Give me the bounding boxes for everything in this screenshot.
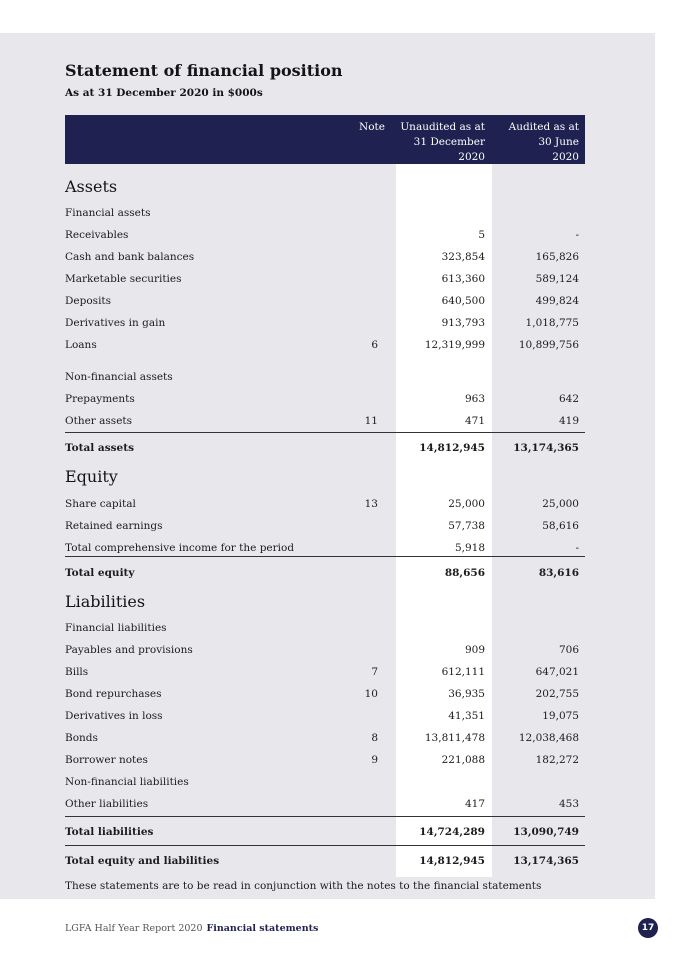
column-header-note: Note bbox=[359, 121, 385, 133]
row-value-unaudited: 5 bbox=[478, 229, 485, 241]
row-label: Financial liabilities bbox=[65, 622, 167, 634]
row-value-unaudited: 36,935 bbox=[448, 688, 485, 700]
row-value-unaudited: 14,724,289 bbox=[419, 826, 485, 838]
row-label: Other assets bbox=[65, 415, 133, 427]
row-value-unaudited: 612,111 bbox=[441, 666, 485, 678]
row-label: Retained earnings bbox=[65, 520, 163, 532]
table-row bbox=[65, 853, 585, 869]
table-row bbox=[65, 205, 585, 221]
row-value-unaudited: 25,000 bbox=[448, 498, 485, 510]
row-value-audited: 83,616 bbox=[538, 567, 579, 579]
total-rule bbox=[65, 845, 585, 846]
row-note: 10 bbox=[364, 688, 378, 700]
row-value-audited: 499,824 bbox=[535, 295, 579, 307]
row-label: Non-financial liabilities bbox=[65, 776, 189, 788]
page-subtitle: As at 31 December 2020 in $000s bbox=[65, 87, 263, 99]
table-row bbox=[65, 293, 585, 309]
footer-section-name: Financial statements bbox=[206, 923, 319, 934]
table-row bbox=[65, 796, 585, 812]
row-label: Share capital bbox=[65, 498, 136, 510]
table-row bbox=[65, 337, 585, 353]
row-value-audited: - bbox=[575, 229, 579, 241]
row-label: Total equity bbox=[65, 567, 135, 579]
row-value-audited: 419 bbox=[558, 415, 579, 427]
row-value-unaudited: 14,812,945 bbox=[419, 855, 485, 867]
table-row bbox=[65, 518, 585, 534]
section-heading-assets: Assets bbox=[65, 177, 118, 196]
row-label: Deposits bbox=[65, 295, 112, 307]
row-label: Total comprehensive income for the period bbox=[65, 542, 295, 554]
section-heading-liabilities: Liabilities bbox=[65, 592, 146, 611]
row-value-unaudited: 323,854 bbox=[441, 251, 485, 263]
page-number-badge: 17 bbox=[638, 918, 658, 938]
row-note: 6 bbox=[371, 339, 378, 351]
row-value-audited: 589,124 bbox=[535, 273, 579, 285]
row-label: Total liabilities bbox=[65, 826, 154, 838]
row-value-unaudited: 221,088 bbox=[441, 754, 485, 766]
row-value-unaudited: 417 bbox=[464, 798, 485, 810]
column-header-audited: Audited as at 30 June 2020 bbox=[508, 121, 579, 163]
table-header bbox=[65, 115, 585, 164]
row-value-audited: - bbox=[575, 542, 579, 554]
row-label: Total equity and liabilities bbox=[65, 855, 220, 867]
table-row bbox=[65, 774, 585, 790]
row-value-unaudited: 12,319,999 bbox=[424, 339, 485, 351]
row-label: Borrower notes bbox=[65, 754, 148, 766]
table-row bbox=[65, 369, 585, 385]
row-value-audited: 642 bbox=[558, 393, 579, 405]
row-value-unaudited: 5,918 bbox=[454, 542, 485, 554]
row-label: Other liabilities bbox=[65, 798, 149, 810]
table-row bbox=[65, 686, 585, 702]
table-row bbox=[65, 391, 585, 407]
row-value-audited: 182,272 bbox=[535, 754, 579, 766]
table-row bbox=[65, 496, 585, 512]
row-label: Non-financial assets bbox=[65, 371, 173, 383]
row-value-unaudited: 909 bbox=[464, 644, 485, 656]
page-title: Statement of financial position bbox=[65, 61, 343, 80]
row-label: Payables and provisions bbox=[65, 644, 193, 656]
row-label: Derivatives in gain bbox=[65, 317, 166, 329]
total-rule bbox=[65, 816, 585, 817]
row-note: 8 bbox=[371, 732, 378, 744]
row-label: Financial assets bbox=[65, 207, 151, 219]
table-row bbox=[65, 540, 585, 556]
table-row bbox=[65, 249, 585, 265]
table-row bbox=[65, 271, 585, 287]
row-value-audited: 1,018,775 bbox=[525, 317, 579, 329]
row-value-audited: 13,174,365 bbox=[513, 442, 579, 454]
total-rule bbox=[65, 556, 585, 557]
row-value-unaudited: 640,500 bbox=[441, 295, 485, 307]
row-value-audited: 13,174,365 bbox=[513, 855, 579, 867]
footnote: These statements are to be read in conjunction with the notes to the financial statements bbox=[65, 880, 542, 892]
row-value-unaudited: 14,812,945 bbox=[419, 442, 485, 454]
row-label: Bond repurchases bbox=[65, 688, 162, 700]
row-label: Bills bbox=[65, 666, 89, 678]
row-value-audited: 12,038,468 bbox=[518, 732, 579, 744]
row-value-unaudited: 913,793 bbox=[441, 317, 485, 329]
table-row bbox=[65, 620, 585, 636]
row-value-audited: 19,075 bbox=[542, 710, 579, 722]
row-value-unaudited: 57,738 bbox=[448, 520, 485, 532]
row-label: Marketable securities bbox=[65, 273, 182, 285]
row-note: 9 bbox=[371, 754, 378, 766]
row-value-unaudited: 471 bbox=[464, 415, 485, 427]
table-row bbox=[65, 227, 585, 243]
row-note: 11 bbox=[364, 415, 378, 427]
row-label: Cash and bank balances bbox=[65, 251, 195, 263]
row-value-audited: 706 bbox=[558, 644, 579, 656]
section-heading-equity: Equity bbox=[65, 467, 118, 486]
row-label: Total assets bbox=[65, 442, 134, 454]
row-value-audited: 202,755 bbox=[535, 688, 579, 700]
table-row bbox=[65, 315, 585, 331]
table-row bbox=[65, 664, 585, 680]
table-row bbox=[65, 730, 585, 746]
row-value-unaudited: 13,811,478 bbox=[424, 732, 485, 744]
row-value-unaudited: 613,360 bbox=[441, 273, 485, 285]
table-row bbox=[65, 440, 585, 456]
row-label: Derivatives in loss bbox=[65, 710, 163, 722]
row-value-unaudited: 41,351 bbox=[448, 710, 485, 722]
row-value-audited: 647,021 bbox=[535, 666, 579, 678]
column-header-unaudited: Unaudited as at 31 December 2020 bbox=[400, 121, 485, 163]
table-row bbox=[65, 824, 585, 840]
row-value-unaudited: 88,656 bbox=[444, 567, 485, 579]
row-label: Prepayments bbox=[65, 393, 135, 405]
row-value-audited: 10,899,756 bbox=[518, 339, 579, 351]
row-label: Loans bbox=[65, 339, 97, 351]
footer-report-title: LGFA Half Year Report 2020 bbox=[65, 923, 203, 934]
row-value-audited: 25,000 bbox=[542, 498, 579, 510]
row-value-audited: 58,616 bbox=[542, 520, 579, 532]
row-value-audited: 13,090,749 bbox=[513, 826, 579, 838]
row-value-unaudited: 963 bbox=[464, 393, 485, 405]
table-row bbox=[65, 565, 585, 581]
row-note: 13 bbox=[364, 498, 378, 510]
table-row bbox=[65, 752, 585, 768]
row-label: Receivables bbox=[65, 229, 129, 241]
total-rule bbox=[65, 432, 585, 433]
row-value-audited: 165,826 bbox=[535, 251, 579, 263]
table-row bbox=[65, 413, 585, 429]
page-footer bbox=[65, 923, 318, 934]
row-label: Bonds bbox=[65, 732, 98, 744]
table-row bbox=[65, 708, 585, 724]
row-value-audited: 453 bbox=[558, 798, 579, 810]
table-row bbox=[65, 642, 585, 658]
row-note: 7 bbox=[371, 666, 378, 678]
